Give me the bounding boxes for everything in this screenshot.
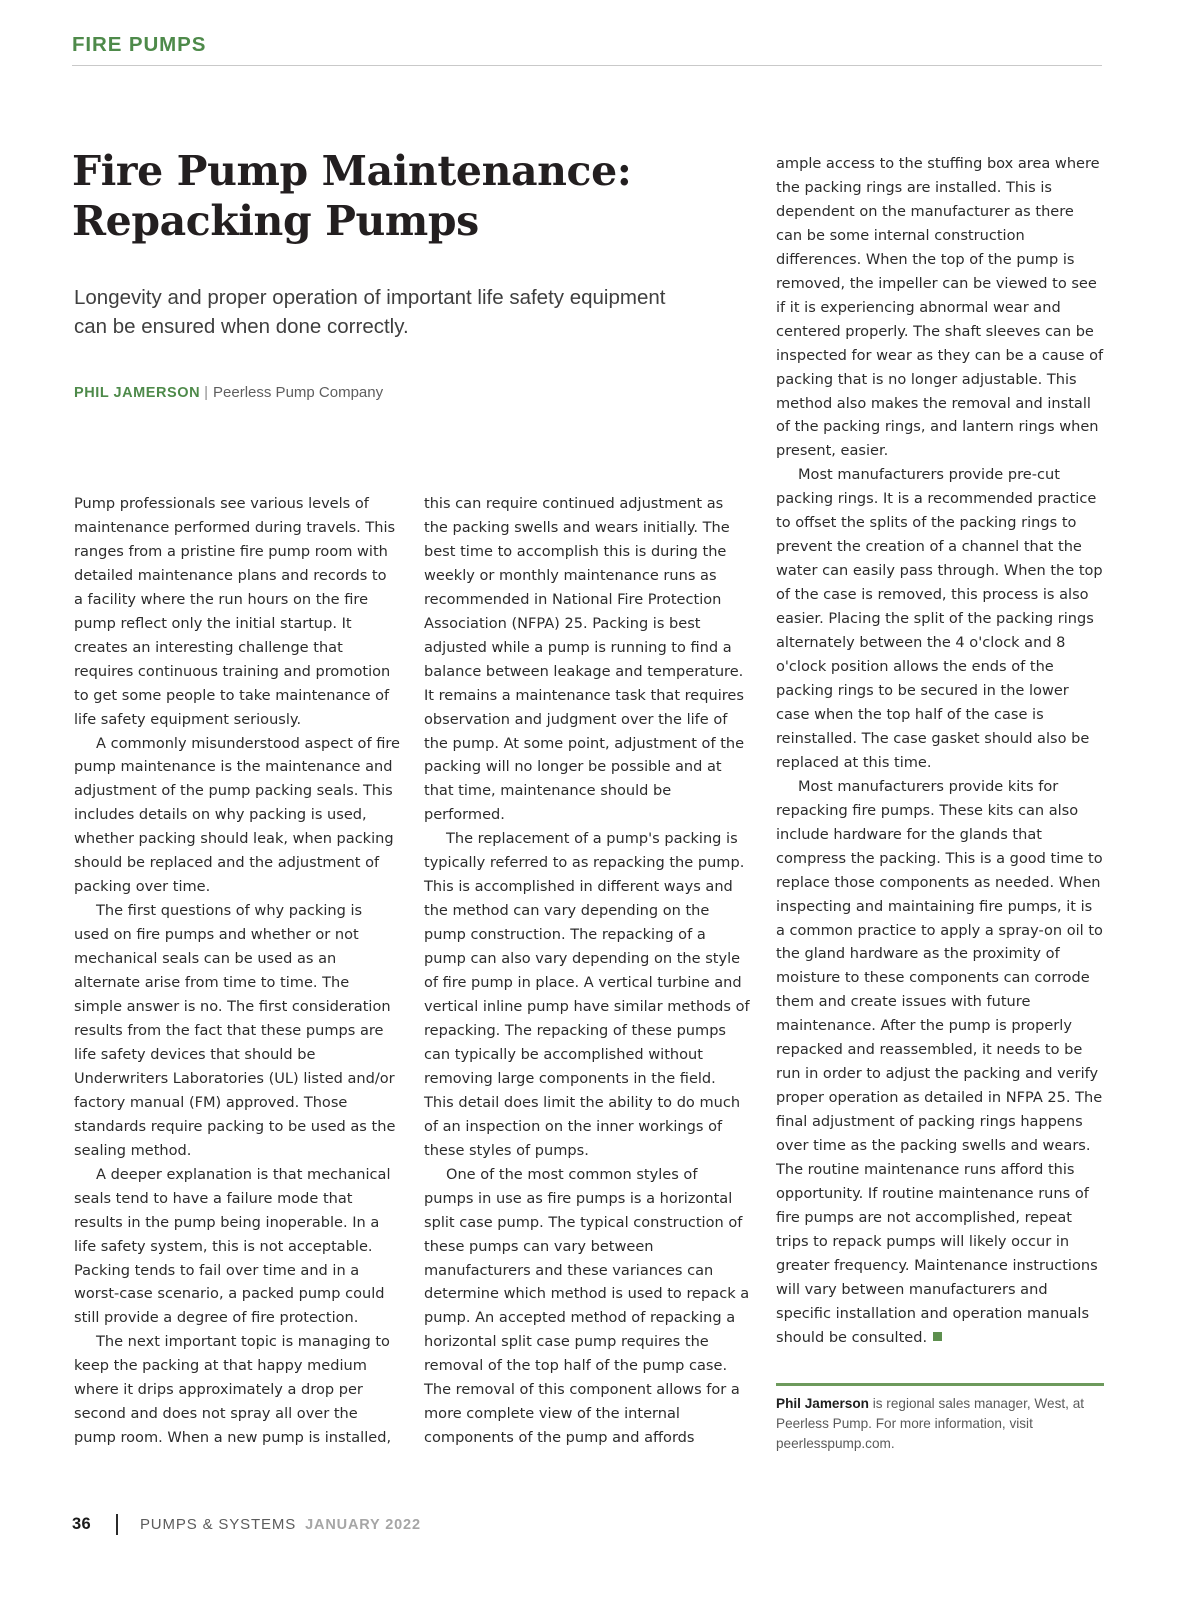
byline-separator: | bbox=[204, 384, 209, 401]
author-bio-rule bbox=[776, 1383, 1104, 1386]
body-paragraph: The replacement of a pump's packing is typically referred to as repacking the pump. This is accomplished in different ways and the method can vary depending on the pump construction. The repacking of a pump can also vary depending on the style of fire pump in place. A vertical turbine and vertical inline pump have similar methods of repacking. The repacking of these pumps can typically be accomplished without removing large components in the field. This detail does limit the ability to do much of an inspection on the inner workings of these styles of pumps. bbox=[424, 830, 750, 1159]
body-paragraph: ample access to the stuffing box area where the packing rings are installed. This is dependent on the manufacturer as there can be some internal construction differences. When the top of the pump is removed, the impeller can be viewed to see if it is experiencing abnormal wear and centered properly. The shaft sleeves can be inspected for wear as they can be a cause of packing that is no longer adjustable. This method also makes the removal and install of the packing rings, and lantern rings when present, easier. bbox=[776, 155, 1104, 460]
body-paragraph: Most manufacturers provide kits for repacking fire pumps. These kits can also include hardware for the glands that compress the packing. This is a good time to replace those components as needed. When inspecting and maintaining fire pumps, it is a common practice to apply a spray-on oil to the gland hardware as the proximity of moisture to these components can corrode them and create issues with future maintenance. After the pump is properly repacked and reassembled, it needs to be run in order to adjust the packing and verify proper operation as detailed in NFPA 25. The final adjustment of packing rings happens over time as the packing swells and wears. The routine maintenance runs afford this opportunity. If routine maintenance runs of fire pumps are not accomplished, repeat trips to repack pumps will likely occur in greater frequency. Maintenance instructions will vary between manufacturers and specific installation and operation manuals should be consulted. bbox=[776, 777, 1103, 1346]
byline-author-name: PHIL JAMERSON bbox=[74, 385, 201, 401]
author-bio-name: Phil Jamerson bbox=[776, 1396, 869, 1411]
author-bio-text: is regional sales manager, West, at Peerless Pump. For more information, visit peerlesspump.com. bbox=[776, 1396, 1085, 1451]
body-paragraph: One of the most common styles of pumps in use as fire pumps is a horizontal split case pump. The typical construction of these pumps can vary between manufacturers and these variances can determine which method is used to repack a pump. An accepted method of repacking a horizontal split case pump requires the removal of the top half of the pump case. The removal of this component allows for a more complete view of the internal components of the pump and affords bbox=[424, 1165, 750, 1447]
byline-company: Peerless Pump Company bbox=[213, 384, 384, 401]
section-header-label: FIRE PUMPS bbox=[72, 33, 207, 56]
article-deck: Longevity and proper operation of important life safety equipment can be ensured when done correctly. bbox=[74, 286, 666, 339]
footer-publication-name: PUMPS & SYSTEMS bbox=[139, 1516, 297, 1533]
page-footer bbox=[72, 1514, 421, 1535]
body-paragraph: The first questions of why packing is used on fire pumps and whether or not mechanical seals can be used as an alternate arise from time to time. The simple answer is no. The first consideration results from the fact that these pumps are life safety devices that should be Underwriters Laboratories (UL) listed and/or factory manual (FM) approved. Those standards require packing to be used as the sealing method. bbox=[74, 902, 396, 1159]
footer-issue-date: JANUARY 2022 bbox=[305, 1516, 421, 1533]
body-paragraph: Pump professionals see various levels of maintenance performed during travels. This ranges from a pristine fire pump room with detailed maintenance plans and records to a facility where the run hours on the fire pump reflect only the initial startup. It creates an interesting challenge that requires continuous training and promotion to get some people to take maintenance of life safety equipment seriously. bbox=[74, 495, 396, 728]
body-paragraph: this can require continued adjustment as the packing swells and wears initially. The best time to accomplish this is during the weekly or monthly maintenance runs as recommended in National Fire Protection Association (NFPA) 25. Packing is best adjusted while a pump is running to find a balance between leakage and temperature. It remains a maintenance task that requires observation and judgment over the life of the pump. At some point, adjustment of the packing will no longer be possible and at that time, maintenance should be performed. bbox=[424, 495, 745, 824]
article-end-mark-icon bbox=[933, 1332, 942, 1341]
body-column-3 bbox=[776, 152, 1104, 1350]
header-divider-rule bbox=[72, 65, 1102, 66]
byline bbox=[74, 384, 383, 401]
body-paragraph: Most manufacturers provide pre-cut packing rings. It is a recommended practice to offset the splits of the packing rings to prevent the creation of a channel that the water can easily pass through. When the top of the case is removed, this process is also easier. Placing the split of the packing rings alternately between the 4 o'clock and 8 o'clock position allows the ends of the packing rings to be secured in the lower case when the top half of the case is reinstalled. The case gasket should also be replaced at this time. bbox=[776, 466, 1103, 771]
page-number: 36 bbox=[72, 1515, 91, 1533]
body-paragraph: The next important topic is managing to keep the packing at that happy medium where it drips approximately a drop per second and does not spray all over the pump room. When a new pump is installed, bbox=[74, 1333, 392, 1447]
body-column-1 bbox=[74, 492, 400, 1450]
body-column-2 bbox=[424, 492, 750, 1450]
body-paragraph: A commonly misunderstood aspect of fire pump maintenance is the maintenance and adjustment of the pump packing seals. This includes details on why packing is used, whether packing should leak, when packing should be replaced and the adjustment of packing over time. bbox=[74, 734, 400, 896]
page-title: Fire Pump Maintenance: Repacking Pumps bbox=[72, 147, 632, 245]
footer-divider bbox=[116, 1514, 118, 1535]
author-bio bbox=[776, 1394, 1106, 1454]
body-paragraph: A deeper explanation is that mechanical seals tend to have a failure mode that results in the pump being inoperable. In a life safety system, this is not acceptable. Packing tends to fail over time and in a worst-case scenario, a packed pump could still provide a degree of fire protection. bbox=[74, 1165, 391, 1327]
